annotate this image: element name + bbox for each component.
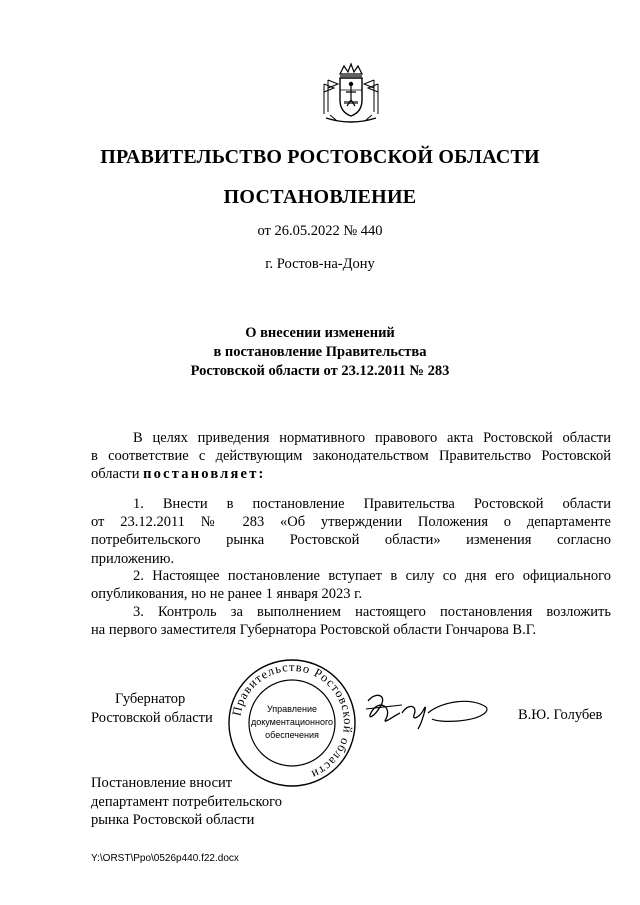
preamble-text: области	[91, 466, 144, 483]
preamble-line	[91, 465, 611, 483]
item-line: потребительского рынка Ростовской области» изменения согласно	[91, 532, 611, 549]
item-3	[91, 603, 611, 639]
coat-of-arms-icon	[318, 60, 384, 126]
preamble-resolves: постановляет:	[143, 466, 266, 483]
stamp-center-line: документационного	[250, 717, 334, 727]
signatory-name: В.Ю. Голубев	[518, 707, 603, 723]
stamp-ring-text: Правительство Ростовской области	[229, 659, 356, 782]
government-title: ПРАВИТЕЛЬСТВО РОСТОВСКОЙ ОБЛАСТИ	[100, 146, 540, 168]
signatory-position	[91, 690, 213, 728]
position-line: Губернатор	[115, 691, 186, 707]
document-type: ПОСТАНОВЛЕНИЕ	[223, 186, 417, 208]
submitter-line: рынка Ростовской области	[91, 812, 255, 828]
stamp-center-line: обеспечения	[265, 730, 319, 740]
item-line: от 23.12.2011 № 283 «Об утверждении Положения о департаменте	[91, 514, 611, 531]
submitter-line: департамент потребительского	[91, 793, 282, 810]
handwritten-signature-icon	[362, 687, 492, 731]
subject-line: Ростовской области от 23.12.2011 № 283	[190, 363, 450, 379]
item-line: на первого заместителя Губернатора Ростовской области Гончарова В.Г.	[91, 622, 537, 639]
preamble	[91, 429, 611, 484]
submitter-note	[91, 774, 282, 830]
document-subject	[0, 324, 640, 381]
item-1	[91, 495, 611, 568]
submitter-line: Постановление вносит	[91, 775, 233, 791]
official-stamp-icon	[226, 657, 358, 789]
document-date-number: от 26.05.2022 № 440	[257, 223, 383, 239]
item-line: опубликования, но не ранее 1 января 2023 г.	[91, 586, 363, 603]
preamble-line: в соответствие с действующим законодательством Правительство Ростовской	[91, 448, 611, 465]
item-line: 3. Контроль за выполнением настоящего постановления возложить	[133, 604, 611, 620]
item-2	[91, 567, 611, 603]
preamble-line: В целях приведения нормативного правового акта Ростовской области	[133, 430, 611, 446]
item-line: приложению.	[91, 550, 175, 567]
file-path: Y:\ORST\Ppo\0526p440.f22.docx	[91, 853, 239, 864]
subject-line: в постановление Правительства	[213, 344, 427, 360]
position-line: Ростовской области	[91, 710, 213, 726]
subject-line: О внесении изменений	[245, 325, 395, 341]
item-line: 2. Настоящее постановление вступает в силу со дня его официального	[133, 568, 611, 584]
document-city: г. Ростов-на-Дону	[265, 256, 375, 272]
item-line: 1. Внести в постановление Правительства Ростовской области	[133, 496, 611, 512]
stamp-center-line: Управление	[266, 704, 318, 714]
